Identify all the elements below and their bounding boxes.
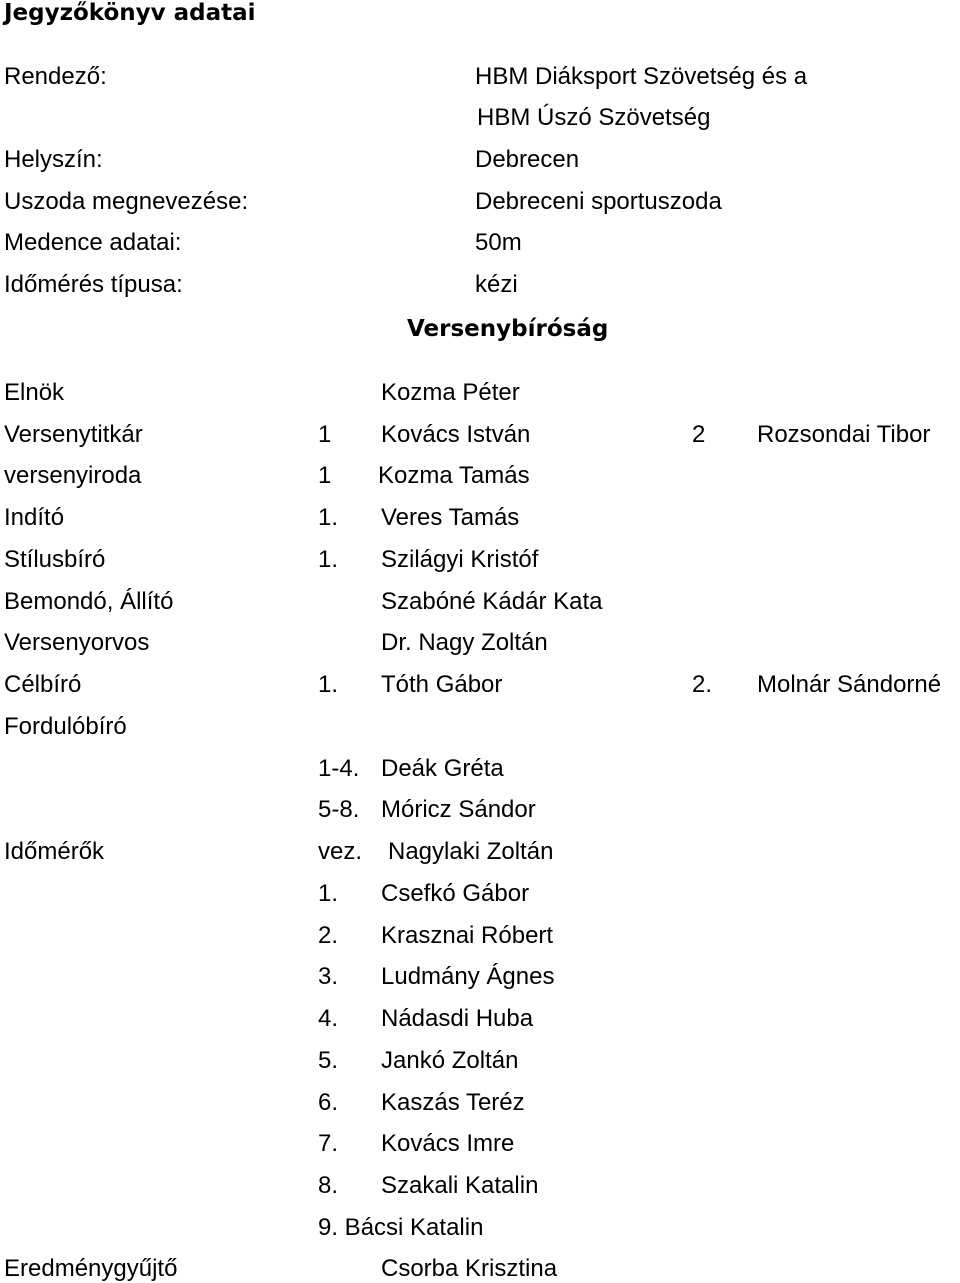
num-idomero-7: 7. <box>318 1130 339 1157</box>
info-label-pool-name: Uszoda megnevezése: <box>4 188 249 215</box>
num-idomero-3: 3. <box>318 963 339 990</box>
name-bemondo: Szabóné Kádár Kata <box>381 588 603 615</box>
num-fordulobiro-1: 1-4. <box>318 755 360 782</box>
name-versenyorvos: Dr. Nagy Zoltán <box>381 629 548 656</box>
role-elnok: Elnök <box>4 379 65 406</box>
info-value-organizer-line2: HBM Úszó Szövetség <box>477 104 711 131</box>
name-idomero-5: Jankó Zoltán <box>381 1047 519 1074</box>
name-idomero-8: Szakali Katalin <box>381 1172 539 1199</box>
name-idomero-4: Nádasdi Huba <box>381 1005 534 1032</box>
num-idomero-4: 4. <box>318 1005 339 1032</box>
num-indito-1: 1. <box>318 504 339 531</box>
info-label-timing-type: Időmérés típusa: <box>4 271 183 298</box>
role-celbiro: Célbíró <box>4 671 82 698</box>
role-versenyorvos: Versenyorvos <box>4 629 150 656</box>
name-idomero-7: Kovács Imre <box>381 1130 515 1157</box>
num-fordulobiro-2: 5-8. <box>318 796 360 823</box>
info-value-venue: Debrecen <box>475 146 580 173</box>
info-label-pool-data: Medence adatai: <box>4 229 182 256</box>
name-idomerok-lead: Nagylaki Zoltán <box>388 838 554 865</box>
name-elnok: Kozma Péter <box>381 379 520 406</box>
document-title: Jegyzőkönyv adatai <box>4 0 256 26</box>
num-versenytitkar-1: 1 <box>318 421 332 448</box>
info-label-organizer: Rendező: <box>4 63 107 90</box>
name-celbiro-1: Tóth Gábor <box>381 671 503 698</box>
name-eredmenygyujto: Csorba Krisztina <box>381 1255 558 1282</box>
name-stilusbiro-1: Szilágyi Kristóf <box>381 546 539 573</box>
info-value-pool-name: Debreceni sportuszoda <box>475 188 722 215</box>
num-idomero-8: 8. <box>318 1172 339 1199</box>
name-versenytitkar-1: Kovács István <box>381 421 531 448</box>
role-eredmenygyujto: Eredménygyűjtő <box>4 1255 178 1282</box>
num-celbiro-1: 1. <box>318 671 339 698</box>
num-celbiro-2: 2. <box>692 671 713 698</box>
role-indito: Indító <box>4 504 65 531</box>
num-versenytitkar-2: 2 <box>692 421 706 448</box>
idomero-9: 9. Bácsi Katalin <box>318 1214 484 1241</box>
role-stilusbiro: Stílusbíró <box>4 546 106 573</box>
role-bemondo: Bemondó, Állító <box>4 588 174 615</box>
num-idomero-1: 1. <box>318 880 339 907</box>
num-idomero-6: 6. <box>318 1089 339 1116</box>
name-versenytitkar-2: Rozsondai Tibor <box>757 421 931 448</box>
name-indito-1: Veres Tamás <box>381 504 520 531</box>
num-idomero-2: 2. <box>318 922 339 949</box>
role-versenyiroda: versenyiroda <box>4 462 142 489</box>
num-idomero-5: 5. <box>318 1047 339 1074</box>
role-idomerok: Időmérők <box>4 838 105 865</box>
role-versenytitkar: Versenytitkár <box>4 421 143 448</box>
num-versenyiroda-1: 1 <box>318 462 332 489</box>
section-title: Versenybíróság <box>407 316 609 342</box>
name-idomero-1: Csefkó Gábor <box>381 880 530 907</box>
name-versenyiroda-1: Kozma Tamás <box>378 462 530 489</box>
info-value-organizer: HBM Diáksport Szövetség és a <box>475 63 808 90</box>
name-fordulobiro-2: Móricz Sándor <box>381 796 536 823</box>
role-fordulobiro: Fordulóbíró <box>4 713 127 740</box>
name-celbiro-2: Molnár Sándorné <box>757 671 942 698</box>
name-idomero-3: Ludmány Ágnes <box>381 963 555 990</box>
info-value-timing-type: kézi <box>475 271 518 298</box>
name-fordulobiro-1: Deák Gréta <box>381 755 504 782</box>
num-idomerok-lead: vez. <box>318 838 363 865</box>
name-idomero-2: Krasznai Róbert <box>381 922 554 949</box>
name-idomero-6: Kaszás Teréz <box>381 1089 525 1116</box>
num-stilusbiro-1: 1. <box>318 546 339 573</box>
info-value-pool-data: 50m <box>475 229 522 256</box>
info-label-venue: Helyszín: <box>4 146 103 173</box>
